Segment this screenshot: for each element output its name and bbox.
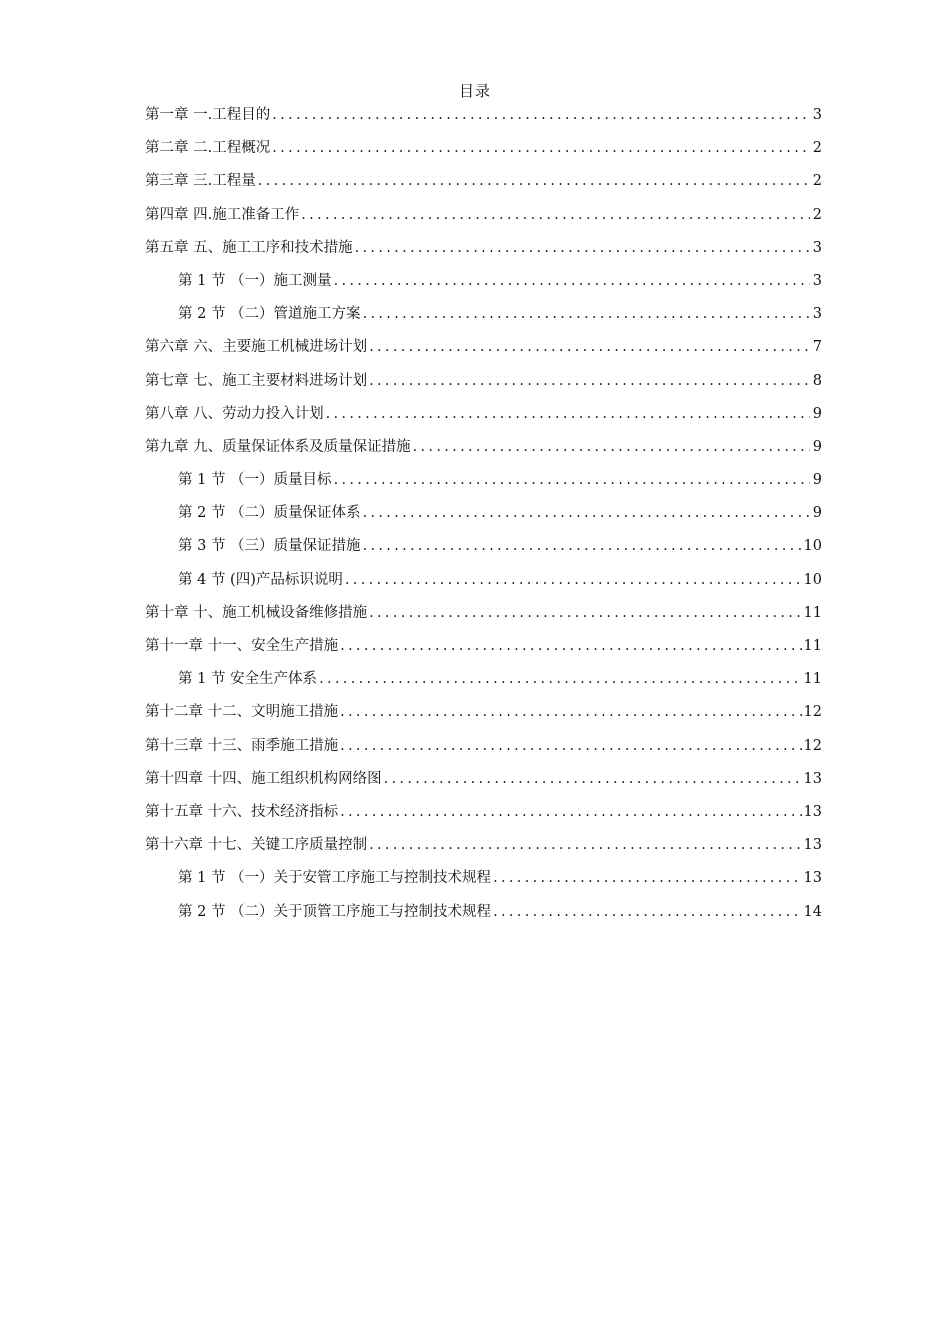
toc-dot-leader [326,406,810,422]
toc-chapter-entry[interactable] [145,700,822,733]
toc-dot-leader [413,439,810,455]
toc-chapter-entry[interactable] [145,800,822,833]
toc-entry-title: 第十五章 十六、技术经济指标 [145,803,339,820]
toc-page-number: 8 [812,372,822,389]
toc-dot-leader [334,472,810,488]
toc-dot-leader [319,671,801,687]
toc-page-number: 3 [812,107,822,123]
toc-entry-title: 第十章 十、施工机械设备维修措施 [145,604,368,621]
toc-entry-title: 第 4 节 (四)产品标识说明 [178,571,343,588]
toc-page-number: 10 [803,538,822,555]
toc-entry-title: 第 2 节 （二）管道施工方案 [178,306,361,323]
toc-section-entry[interactable] [145,866,822,899]
toc-dot-leader [369,605,801,621]
toc-dot-leader [355,240,810,256]
toc-section-entry[interactable] [145,667,822,700]
toc-section-entry[interactable] [145,900,822,933]
toc-dot-leader [363,306,810,322]
toc-chapter-entry[interactable] [145,402,822,435]
toc-dot-leader [272,140,810,156]
toc-chapter-entry[interactable] [145,369,822,402]
toc-chapter-entry[interactable] [145,734,822,767]
toc-entry-title: 第九章 九、质量保证体系及质量保证措施 [145,438,411,455]
toc-section-entry[interactable] [145,501,822,534]
toc-dot-leader [369,373,810,389]
toc-dot-leader [363,538,802,554]
toc-page-number: 7 [812,339,822,356]
toc-entry-title: 第 1 节 （一）施工测量 [178,272,332,289]
toc-page-number: 13 [803,770,822,787]
toc-dot-leader [334,273,810,289]
toc-page-number: 13 [803,837,822,854]
toc-entry-title: 第六章 六、主要施工机械进场计划 [145,339,368,356]
toc-chapter-entry[interactable] [145,169,822,202]
toc-page-number: 9 [812,472,822,489]
toc-entry-title: 第十四章 十四、施工组织机构网络图 [145,770,382,787]
toc-entry-title: 第 2 节 （二）关于顶管工序施工与控制技术规程 [178,903,492,920]
toc-entry-title: 第 2 节 （二）质量保证体系 [178,505,361,522]
toc-dot-leader [493,904,801,920]
toc-page-number: 11 [803,604,822,621]
toc-page-number: 3 [812,272,822,289]
toc-page-number: 2 [812,206,822,223]
toc-dot-leader [384,771,802,787]
toc-entry-title: 第十三章 十三、雨季施工措施 [145,737,339,754]
toc-section-entry[interactable] [145,302,822,335]
toc-entry-title: 第四章 四.施工准备工作 [145,206,300,223]
toc-chapter-entry[interactable] [145,833,822,866]
toc-entry-title: 第 1 节 安全生产体系 [178,671,318,688]
toc-entry-title: 第二章 二.工程概况 [145,140,271,157]
toc-page-number: 13 [803,803,822,820]
toc-dot-leader [345,572,802,588]
toc-chapter-entry[interactable] [145,203,822,236]
toc-entry-title: 第七章 七、施工主要材料进场计划 [145,372,368,389]
toc-dot-leader [340,804,801,820]
toc-entry-title: 第三章 三.工程量 [145,173,256,190]
toc-page-number: 9 [812,438,822,455]
toc-chapter-entry[interactable] [145,601,822,634]
toc-page-number: 2 [812,173,822,190]
toc-chapter-entry[interactable] [145,236,822,269]
toc-dot-leader [363,505,810,521]
toc-entry-title: 第 3 节 （三）质量保证措施 [178,538,361,555]
toc-entry-title: 第一章 一.工程目的 [145,107,271,123]
toc-dot-leader [340,738,801,754]
toc-chapter-entry[interactable] [145,435,822,468]
toc-page-number: 9 [812,505,822,522]
toc-section-entry[interactable] [145,568,822,601]
toc-section-entry[interactable] [145,468,822,501]
toc-page-number: 3 [812,306,822,323]
toc-dot-leader [340,638,801,654]
table-of-contents [145,103,822,933]
toc-entry-title: 第五章 五、施工工序和技术措施 [145,239,353,256]
toc-dot-leader [340,704,801,720]
toc-title: 目录 [458,82,491,100]
toc-page-number: 12 [803,737,822,754]
toc-page-number: 11 [803,638,822,654]
toc-chapter-entry[interactable] [145,335,822,368]
toc-entry-title: 第十二章 十二、文明施工措施 [145,704,339,721]
toc-entry-title: 第 1 节 （一）关于安管工序施工与控制技术规程 [178,870,492,887]
toc-dot-leader [272,107,810,123]
toc-page-number: 13 [803,870,822,887]
toc-chapter-entry[interactable] [145,103,822,136]
toc-page-number: 9 [812,405,822,422]
toc-dot-leader [369,837,801,853]
toc-chapter-entry[interactable] [145,634,822,667]
toc-page-number: 14 [803,903,822,920]
toc-dot-leader [493,870,801,886]
toc-chapter-entry[interactable] [145,136,822,169]
toc-page-number: 11 [803,671,822,688]
toc-section-entry[interactable] [145,269,822,302]
toc-dot-leader [301,207,810,223]
toc-entry-title: 第十一章 十一、安全生产措施 [145,638,339,654]
toc-page-number: 2 [812,140,822,157]
toc-page-number: 3 [812,239,822,256]
toc-section-entry[interactable] [145,534,822,567]
toc-entry-title: 第十六章 十七、关键工序质量控制 [145,837,368,854]
toc-page-number: 12 [803,704,822,721]
toc-entry-title: 第八章 八、劳动力投入计划 [145,405,324,422]
toc-dot-leader [369,339,810,355]
toc-page-number: 10 [803,571,822,588]
toc-entry-title: 第 1 节 （一）质量目标 [178,472,332,489]
toc-chapter-entry[interactable] [145,767,822,800]
toc-dot-leader [258,173,810,189]
